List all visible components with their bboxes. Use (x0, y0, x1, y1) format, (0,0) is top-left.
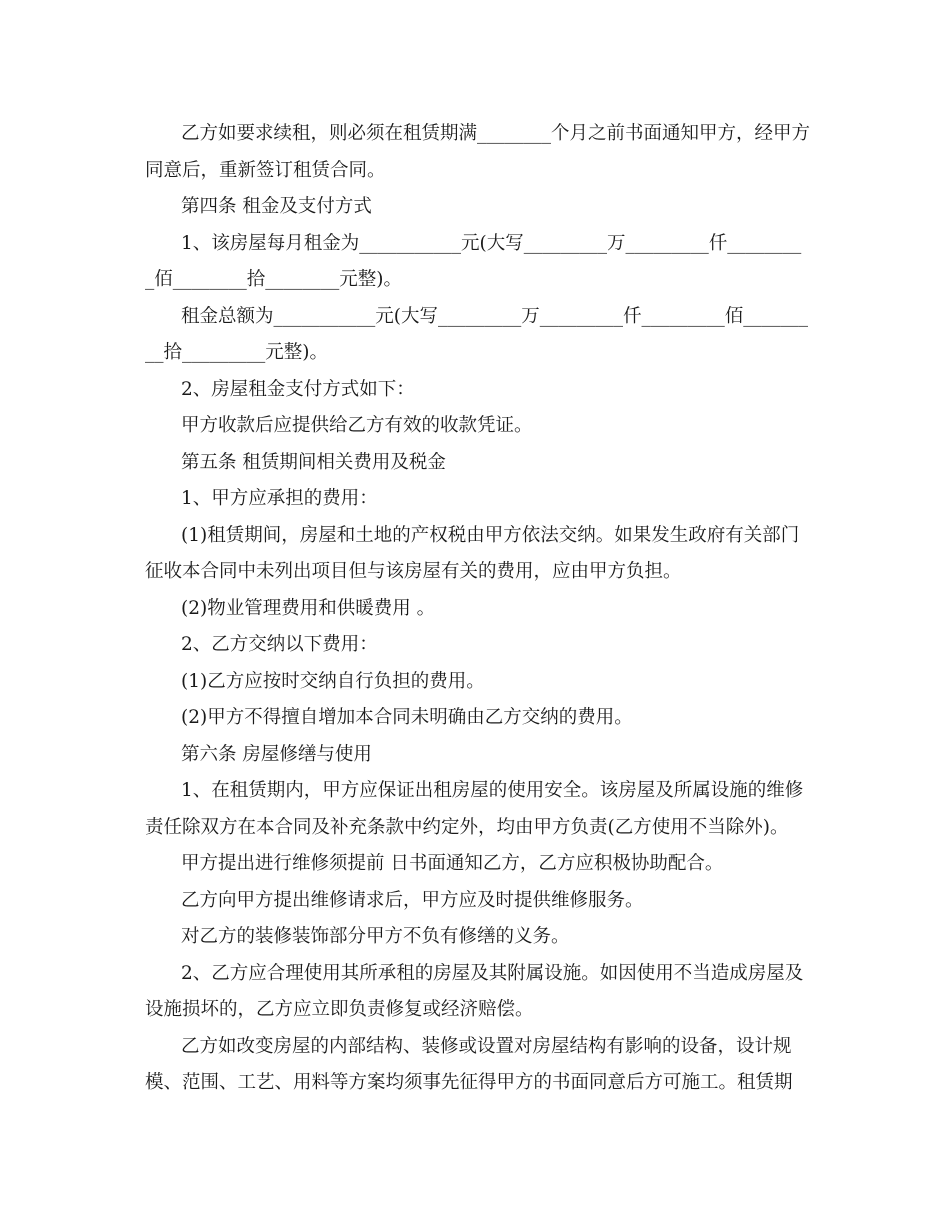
paragraph-party-b-fee-2: (2)甲方不得擅自增加本合同未明确由乙方交纳的费用。 (181, 707, 633, 728)
paragraph-party-a-fee-1: (1)租赁期间，房屋和土地的产权税由甲方依法交纳。如果发生政府有关部门征收本合同中未列出项目但与该房屋有关的费用，应由甲方负担。 (145, 524, 800, 582)
paragraph-repair-request: 乙方向甲方提出维修请求后，甲方应及时提供维修服务。 (181, 889, 644, 911)
paragraph-monthly-rent: 1、该房屋每月租金为___________元(大写_________万_________仟_________佰________拾________元整)。 (145, 232, 802, 290)
paragraph-repair-notice: 甲方提出进行维修须提前 日书面通知乙方，乙方应积极协助配合。 (181, 853, 724, 874)
article-5-heading: 第五条 租赁期间相关费用及税金 (181, 451, 446, 473)
paragraph-party-a-fees: 1、甲方应承担的费用： (181, 488, 378, 509)
paragraph-repair-1: 1、在租赁期内，甲方应保证出租房屋的使用安全。该房屋及所属设施的维修责任除双方在本合同及补充条款中约定外，均由甲方负责(乙方使用不当除外)。 (145, 780, 804, 838)
paragraph-renewal: 乙方如要求续租，则必须在租赁期满________个月之前书面通知甲方，经甲方同意后，重新签订租赁合同。 (145, 123, 811, 181)
article-4-heading: 第四条 租金及支付方式 (181, 196, 372, 217)
paragraph-receipt: 甲方收款后应提供给乙方有效的收款凭证。 (181, 415, 533, 436)
paragraph-payment-method: 2、房屋租金支付方式如下： (181, 378, 415, 400)
paragraph-party-b-fee-1: (1)乙方应按时交纳自行负担的费用。 (181, 670, 485, 692)
paragraph-total-rent: 租金总额为___________元(大写_________万_________仟_________佰_________拾_________元整)。 (145, 305, 808, 363)
paragraph-party-a-fee-2: (2)物业管理费用和供暖费用 。 (181, 597, 436, 619)
paragraph-alteration: 乙方如改变房屋的内部结构、装修或设置对房屋结构有影响的设备，设计规模、范围、工艺、用料等方案均须事先征得甲方的书面同意后方可施工。租赁期 (145, 1035, 793, 1093)
article-6-heading: 第六条 房屋修缮与使用 (181, 743, 372, 765)
paragraph-party-b-fees: 2、乙方交纳以下费用： (181, 634, 378, 655)
paragraph-reasonable-use: 2、乙方应合理使用其所承租的房屋及其附属设施。如因使用不当造成房屋及设施损坏的，乙方应立即负责修复或经济赔偿。 (145, 962, 804, 1020)
document-page (145, 116, 810, 1102)
paragraph-decoration: 对乙方的装修装饰部分甲方不负有修缮的义务。 (181, 926, 570, 947)
